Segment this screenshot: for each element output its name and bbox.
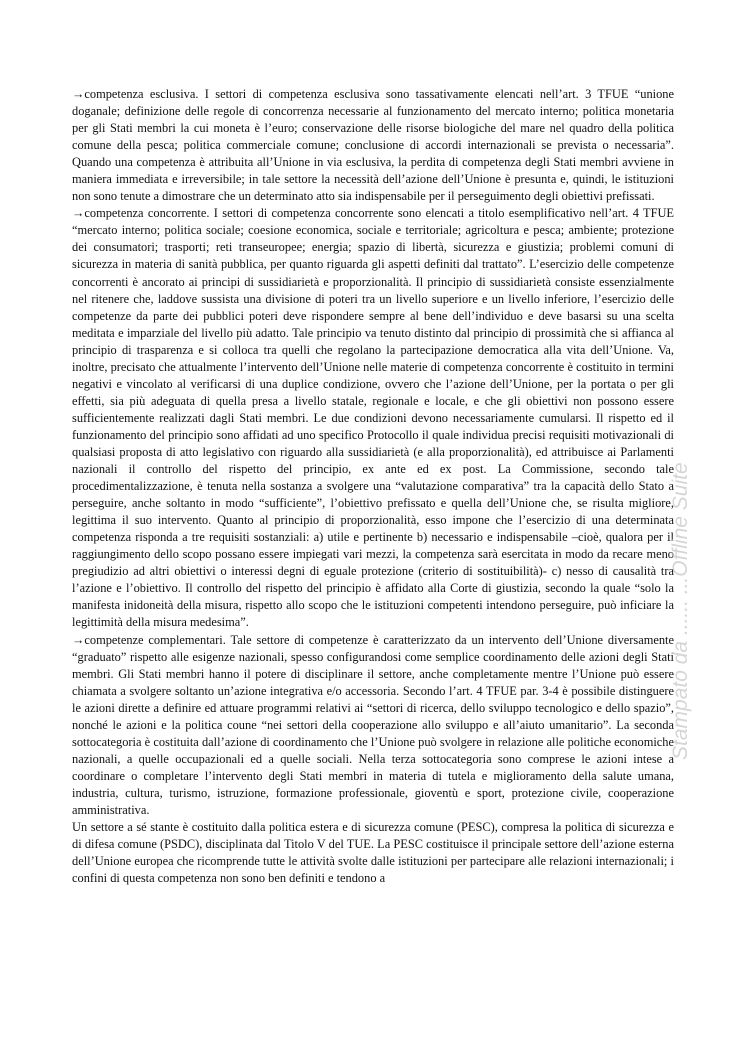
paragraph-competenza-concorrente: →competenza concorrente. I settori di competenza concorrente sono elencati a titolo esemplificativo nell’art. 4 TFUE “mercato interno; politica sociale; coesione economica, sociale e territoriale; agricoltura e pesca; ambiente; protezione dei consumatori; trasporti; reti transeuropee; energia; spazio di libertà, sicurezza e giustizia; problemi comuni di sicurezza in materia di sanità pubblica, per quanto riguarda gli aspetti definiti dal trattato”. L’esercizio delle competenze concorrenti è ancorato ai principi di sussidiarietà e proporzionalità. Il principio di sussidiarietà consiste essenzialmente nel ritenere che, laddove sussista una divisione di poteri tra un livello superiore e un livello inferiore, l’esercizio delle competenze da parte dei pubblici poteri deve rispondere sempre al bene dell’individuo e deve basarsi su una scelta meditata e imparziale del livello più adatto. Tale principio va tenuto distinto dal principio di prossimità che si affianca al principio di trasparenza e si colloca tra quelli che regolano la partecipazione democratica alla vita dell’Unione. Va, inoltre, precisato che attualmente l’intervento dell’Unione nelle materie di competenza concorrente è costituito in termini negativi e vincolato al verificarsi di una duplice condizione, ovvero che l’azione dell’Unione, per la portata o per gli effetti, sia più adeguata di quella presa a livello statale, regionale e locale, e che gli obiettivi non possono essere sufficientemente realizzati dagli Stati membri. Le due condizioni devono necessariamente cumularsi. Il rispetto ed il funzionamento del principio sono affidati ad uno specifico Protocollo il quale individua precisi requisiti motivazionali di qualsiasi proposta di atto legislativo con riguardo alla sussidiarietà (e alla proporzionalità), ed attribuisce ai Parlamenti nazionali il controllo del rispetto del principio, ex ante ed ex post. La Commissione, secondo tale procedimentalizzazione, è tenuta nella sostanza a svolgere una “valutazione comparativa” tra la capacità dello Stato a perseguire, anche soltanto in modo “sufficiente”, l’obiettivo prefissato e quella dell’Unione che, se risulta migliore, legittima il suo intervento. Quanto al principio di proporzionalità, esso impone che l’esercizio di una determinata competenza risponda a tre requisiti sostanziali: a) utile e pertinente b) necessario e indispensabile –cioè, qualora per il raggiungimento dello scopo possano essere impiegati vari mezzi, la competenza sarà esercitata in modo da recare meno pregiudizio ad altri obiettivi o interessi degni di eguale protezione (criterio di sostituibilità)- c) nesso di causalità tra l’azione e l’obiettivo. Il controllo del rispetto del principio è affidato alla Corte di giustizia, secondo la quale “solo la manifesta inidoneità della misura, rispetto allo scopo che le istituzioni competenti intendono perseguire, può inficiare la legittimità della misura medesima”. <box>72 206 674 630</box>
watermark-text: Stampato da ...... ...Offline Suite <box>669 462 692 760</box>
paragraph-pesc: Un settore a sé stante è costituito dalla politica estera e di sicurezza comune (PESC), compresa la politica di sicurezza e di difesa comune (PSDC), disciplinata dal Titolo V del TUE. La PESC costituisce il principale settore dell’azione esterna dell’Unione europea che ricomprende tutte le attività svolte dalle istituzioni per partecipare alle relazioni internazionali; i confini di questa competenza non sono ben definiti e tendono a <box>72 820 674 886</box>
paragraph-competenze-complementari: →competenze complementari. Tale settore di competenze è caratterizzato da un intervento dell’Unione diversamente “graduato” rispetto alle esigenze nazionali, spesso configurandosi come semplice coordinamento delle azioni degli Stati membri. Gli Stati membri hanno il potere di disciplinare il settore, anche completamente mentre l’Unione può essere chiamata a svolgere soltanto un’azione integrativa e/o accessoria. Secondo l’art. 4 TFUE par. 3-4 è possibile distinguere le azioni dirette a definire ed attuare programmi relativi ai “settori di ricerca, dello sviluppo tecnologico e dello spazio”, nonché le azioni e la politica coune “nei settori della cooperazione allo sviluppo e all’aiuto umanitario”. La seconda sottocategoria è costituita dall’azione di coordinamento che l’Unione può svolgere in relazione alle politiche economiche nazionali, a quelle occupazionali ed a quelle sociali. Nella terza sottocategoria sono comprese le azioni intese a coordinare o completare l’intervento degli Stati membri in materia di tutela e miglioramento della salute umana, industria, cultura, turismo, istruzione, formazione professionale, gioventù e sport, protezione civile, cooperazione amministrativa. <box>72 632 674 817</box>
document-body <box>72 86 674 887</box>
paragraph-competenza-esclusiva: →competenza esclusiva. I settori di competenza esclusiva sono tassativamente elencati nell’art. 3 TFUE “unione doganale; definizione delle regole di concorrenza necessarie al funzionamento del mercato interno; politica monetaria per gli Stati membri la cui moneta è l’euro; conservazione delle risorse biologiche del mare nel quadro della politica comune della pesca; politica commerciale comune; conclusione di accordi internazionali se prevista o necessaria”. Quando una competenza è attribuita all’Unione in via esclusiva, la perdita di competenza degli Stati membri avviene in maniera immediata e irreversibile; in tale settore la necessità dell’azione dell’Unione è presunta e, quindi, le istituzioni non sono tenute a dimostrare che un determinato atto sia indispensabile per il perseguimento degli obiettivi prefissati. <box>72 87 674 204</box>
